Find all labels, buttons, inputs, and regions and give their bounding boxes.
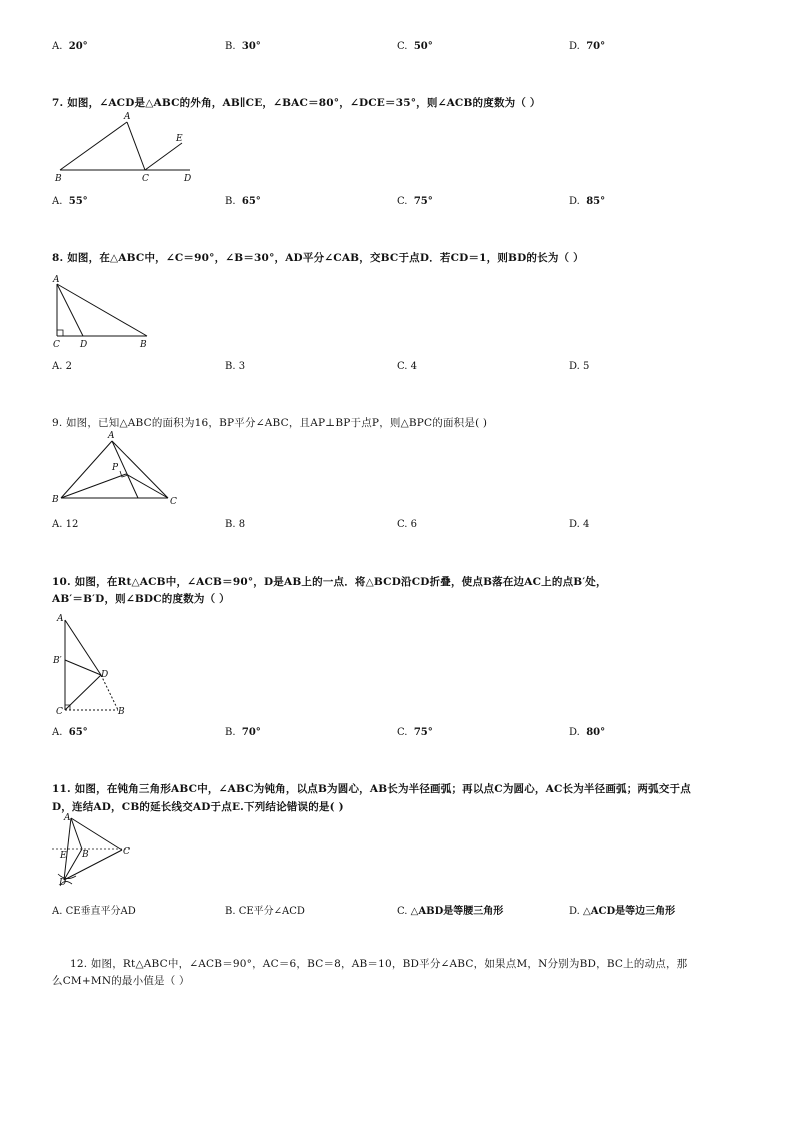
q12-text-line2: 么CM+MN的最小值是（ ） bbox=[52, 975, 190, 987]
q10-label-b-prime: B′ bbox=[53, 656, 62, 666]
q8-option-d[interactable]: D. 5 bbox=[569, 361, 590, 372]
q7-label-d: D bbox=[184, 174, 192, 184]
q9-option-a[interactable]: A. 12 bbox=[52, 519, 79, 530]
q7-option-a[interactable]: A. 55° bbox=[52, 196, 88, 207]
q8-figure bbox=[52, 272, 162, 350]
q11-label-c: C bbox=[123, 847, 130, 857]
q10-option-a[interactable]: A. 65° bbox=[52, 727, 88, 738]
q11-label-a: A bbox=[64, 813, 71, 823]
q7-option-b[interactable]: B. 65° bbox=[225, 196, 261, 207]
q9-option-d[interactable]: D. 4 bbox=[569, 519, 590, 530]
q8-option-b[interactable]: B. 3 bbox=[225, 361, 246, 372]
q10-figure bbox=[52, 610, 137, 720]
q6-option-c[interactable]: C. 50° bbox=[397, 41, 433, 52]
q11-label-b: B bbox=[82, 850, 89, 860]
q9-figure bbox=[52, 428, 187, 508]
q11-text-line1: 11. 如图，在钝角三角形ABC中，∠ABC为钝角，以点B为圆心，AB长为半径画弧；再以点C为圆心，AC长为半径画弧；两弧交于点 bbox=[52, 783, 691, 795]
q11-option-c[interactable]: C. △ABD是等腰三角形 bbox=[397, 906, 504, 917]
q6-option-a[interactable]: A. 20° bbox=[52, 41, 88, 52]
q11-option-b[interactable]: B. CE平分∠ACD bbox=[225, 906, 305, 917]
q10-text-line2: AB′＝B′D，则∠BDC的度数为（ ） bbox=[52, 593, 230, 605]
q7-label-e: E bbox=[176, 134, 183, 144]
q11-option-d[interactable]: D. △ACD是等边三角形 bbox=[569, 906, 676, 917]
q9-label-p: P bbox=[112, 463, 119, 473]
q10-label-b: B bbox=[118, 707, 125, 717]
q8-label-a: A bbox=[53, 275, 60, 285]
q7-label-b: B bbox=[55, 174, 62, 184]
q10-text-line1: 10. 如图，在Rt△ACB中，∠ACB＝90°，D是AB上的一点．将△BCD沿CD折叠，使点B落在边AC上的点B′处， bbox=[52, 576, 607, 588]
q7-option-c[interactable]: C. 75° bbox=[397, 196, 433, 207]
q7-label-a: A bbox=[124, 112, 131, 122]
q8-label-b: B bbox=[140, 340, 147, 350]
q10-label-a: A bbox=[57, 614, 64, 624]
q11-option-a[interactable]: A. CE垂直平分AD bbox=[52, 906, 136, 917]
q7-option-d[interactable]: D. 85° bbox=[569, 196, 606, 207]
q11-figure bbox=[52, 812, 137, 892]
q6-option-d[interactable]: D. 70° bbox=[569, 41, 606, 52]
q10-option-c[interactable]: C. 75° bbox=[397, 727, 433, 738]
q10-option-d[interactable]: D. 80° bbox=[569, 727, 606, 738]
q6-option-b[interactable]: B. 30° bbox=[225, 41, 261, 52]
q10-label-c: C bbox=[56, 707, 63, 717]
q8-option-a[interactable]: A. 2 bbox=[52, 361, 72, 372]
q8-label-d: D bbox=[80, 340, 88, 350]
q11-label-d: D bbox=[59, 878, 67, 888]
q8-option-c[interactable]: C. 4 bbox=[397, 361, 418, 372]
q9-text: 9. 如图，已知△ABC的面积为16，BP平分∠ABC，且AP⊥BP于点P，则△BPC的面积是( ) bbox=[52, 417, 488, 429]
q7-label-c: C bbox=[142, 174, 149, 184]
q9-label-c: C bbox=[170, 497, 177, 507]
q7-text: 7. 如图，∠ACD是△ABC的外角，AB∥CE，∠BAC＝80°，∠DCE＝35°，则∠ACB的度数为（ ） bbox=[52, 97, 541, 109]
q9-label-a: A bbox=[108, 431, 115, 441]
q12-text-line1: 12. 如图，Rt△ABC中，∠ACB＝90°，AC＝6，BC＝8，AB＝10，BD平分∠ABC，如果点M，N分别为BD，BC上的动点，那 bbox=[70, 958, 688, 970]
q8-text: 8. 如图，在△ABC中，∠C＝90°，∠B＝30°，AD平分∠CAB，交BC于点D．若CD＝1，则BD的长为（ ） bbox=[52, 252, 584, 264]
q11-text-line2: D，连结AD，CB的延长线交AD于点E.下列结论错误的是( ) bbox=[52, 801, 344, 813]
q7-figure bbox=[52, 110, 202, 185]
q10-option-b[interactable]: B. 70° bbox=[225, 727, 261, 738]
q11-label-e: E bbox=[60, 851, 67, 861]
q10-label-d: D bbox=[101, 670, 109, 680]
q8-label-c: C bbox=[53, 340, 60, 350]
q9-label-b: B bbox=[52, 495, 59, 505]
q9-option-c[interactable]: C. 6 bbox=[397, 519, 418, 530]
q9-option-b[interactable]: B. 8 bbox=[225, 519, 246, 530]
